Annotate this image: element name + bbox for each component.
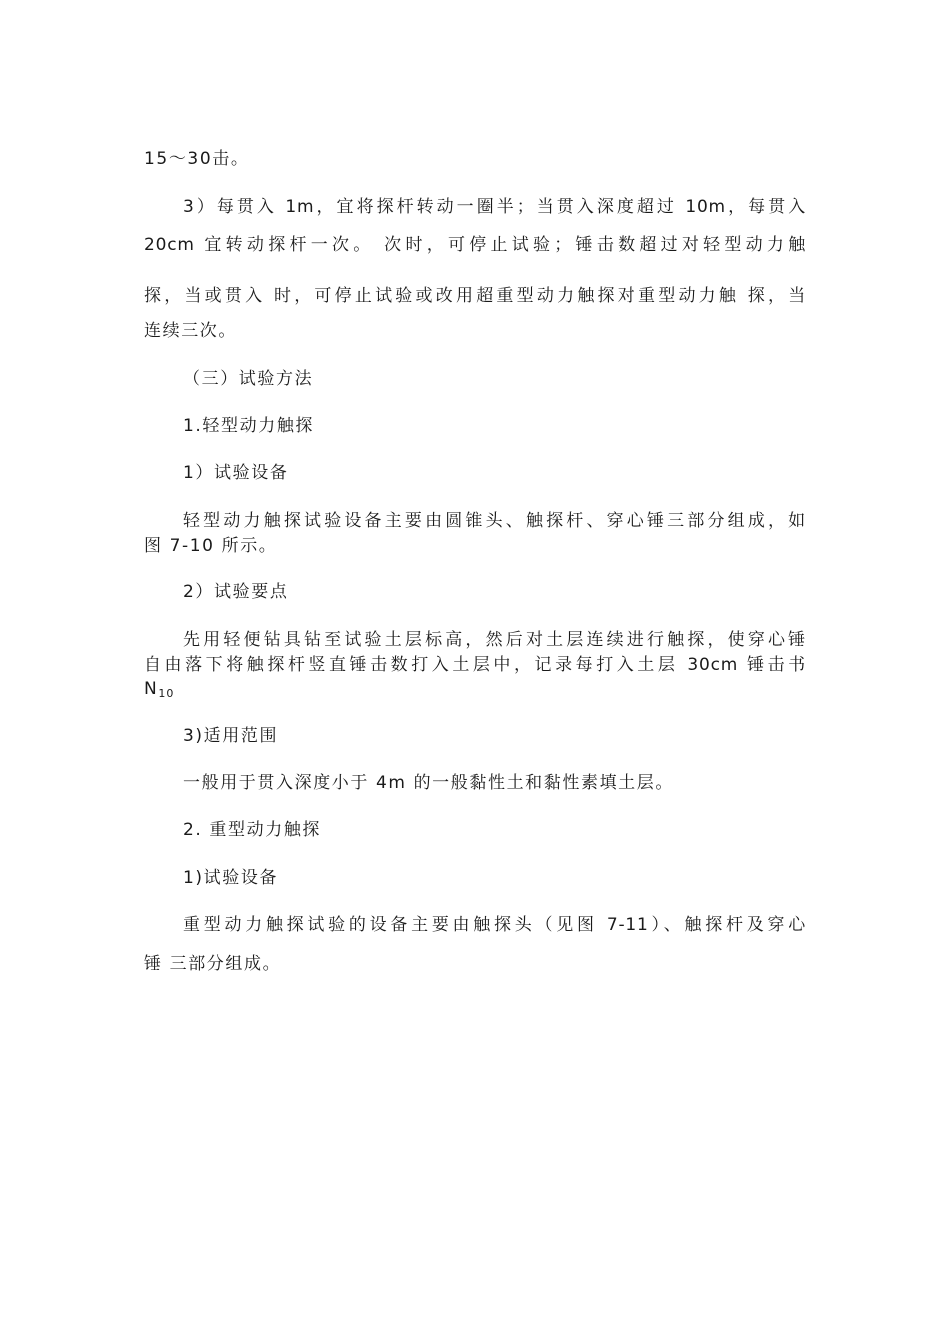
subsection-heading: 2. 重型动力触探 [183,820,322,840]
text-line: 轻型动力触探试验设备主要由圆锥头、触探杆、穿心锤三部分组成，如 [183,511,806,531]
text-line: 先用轻便钻具钻至试验土层标高，然后对土层连续进行触探，使穿心锤 [183,630,806,650]
text-line: 图 7-10 所示。 [144,536,278,556]
text-line: 20cm 宜转动探杆一次。 次时，可停止试验；锤击数超过对轻型动力触 [144,235,806,255]
text-line: 锤 三部分组成。 [144,954,282,974]
item-heading: 3)适用范围 [183,726,279,746]
subscript-10: 10 [158,687,175,700]
text-line: 自由落下将触探杆竖直锤击数打入土层中，记录每打入土层 30cm 锤击书 [144,655,806,675]
text-line [144,678,174,705]
item-heading: 1)试验设备 [183,868,279,888]
text-line: 15～30击。 [144,149,250,169]
text-line: 3）每贯入 1m，宜将探杆转动一圈半；当贯入深度超过 10m，每贯入 [183,197,806,217]
item-heading: 2）试验要点 [183,582,289,602]
text-line: 重型动力触探试验的设备主要由触探头（见图 7-11）、触探杆及穿心 [183,915,806,935]
symbol-n: N [144,679,159,699]
item-heading: 1）试验设备 [183,463,289,483]
section-heading: （三）试验方法 [183,369,314,389]
subsection-heading: 1.轻型动力触探 [183,416,315,436]
text-line: 探，当或贯入 时，可停止试验或改用超重型动力触探对重型动力触 探，当 [144,286,806,306]
text-line: 连续三次。 [144,321,237,341]
text-line: 一般用于贯入深度小于 4m 的一般黏性土和黏性素填土层。 [183,773,674,793]
